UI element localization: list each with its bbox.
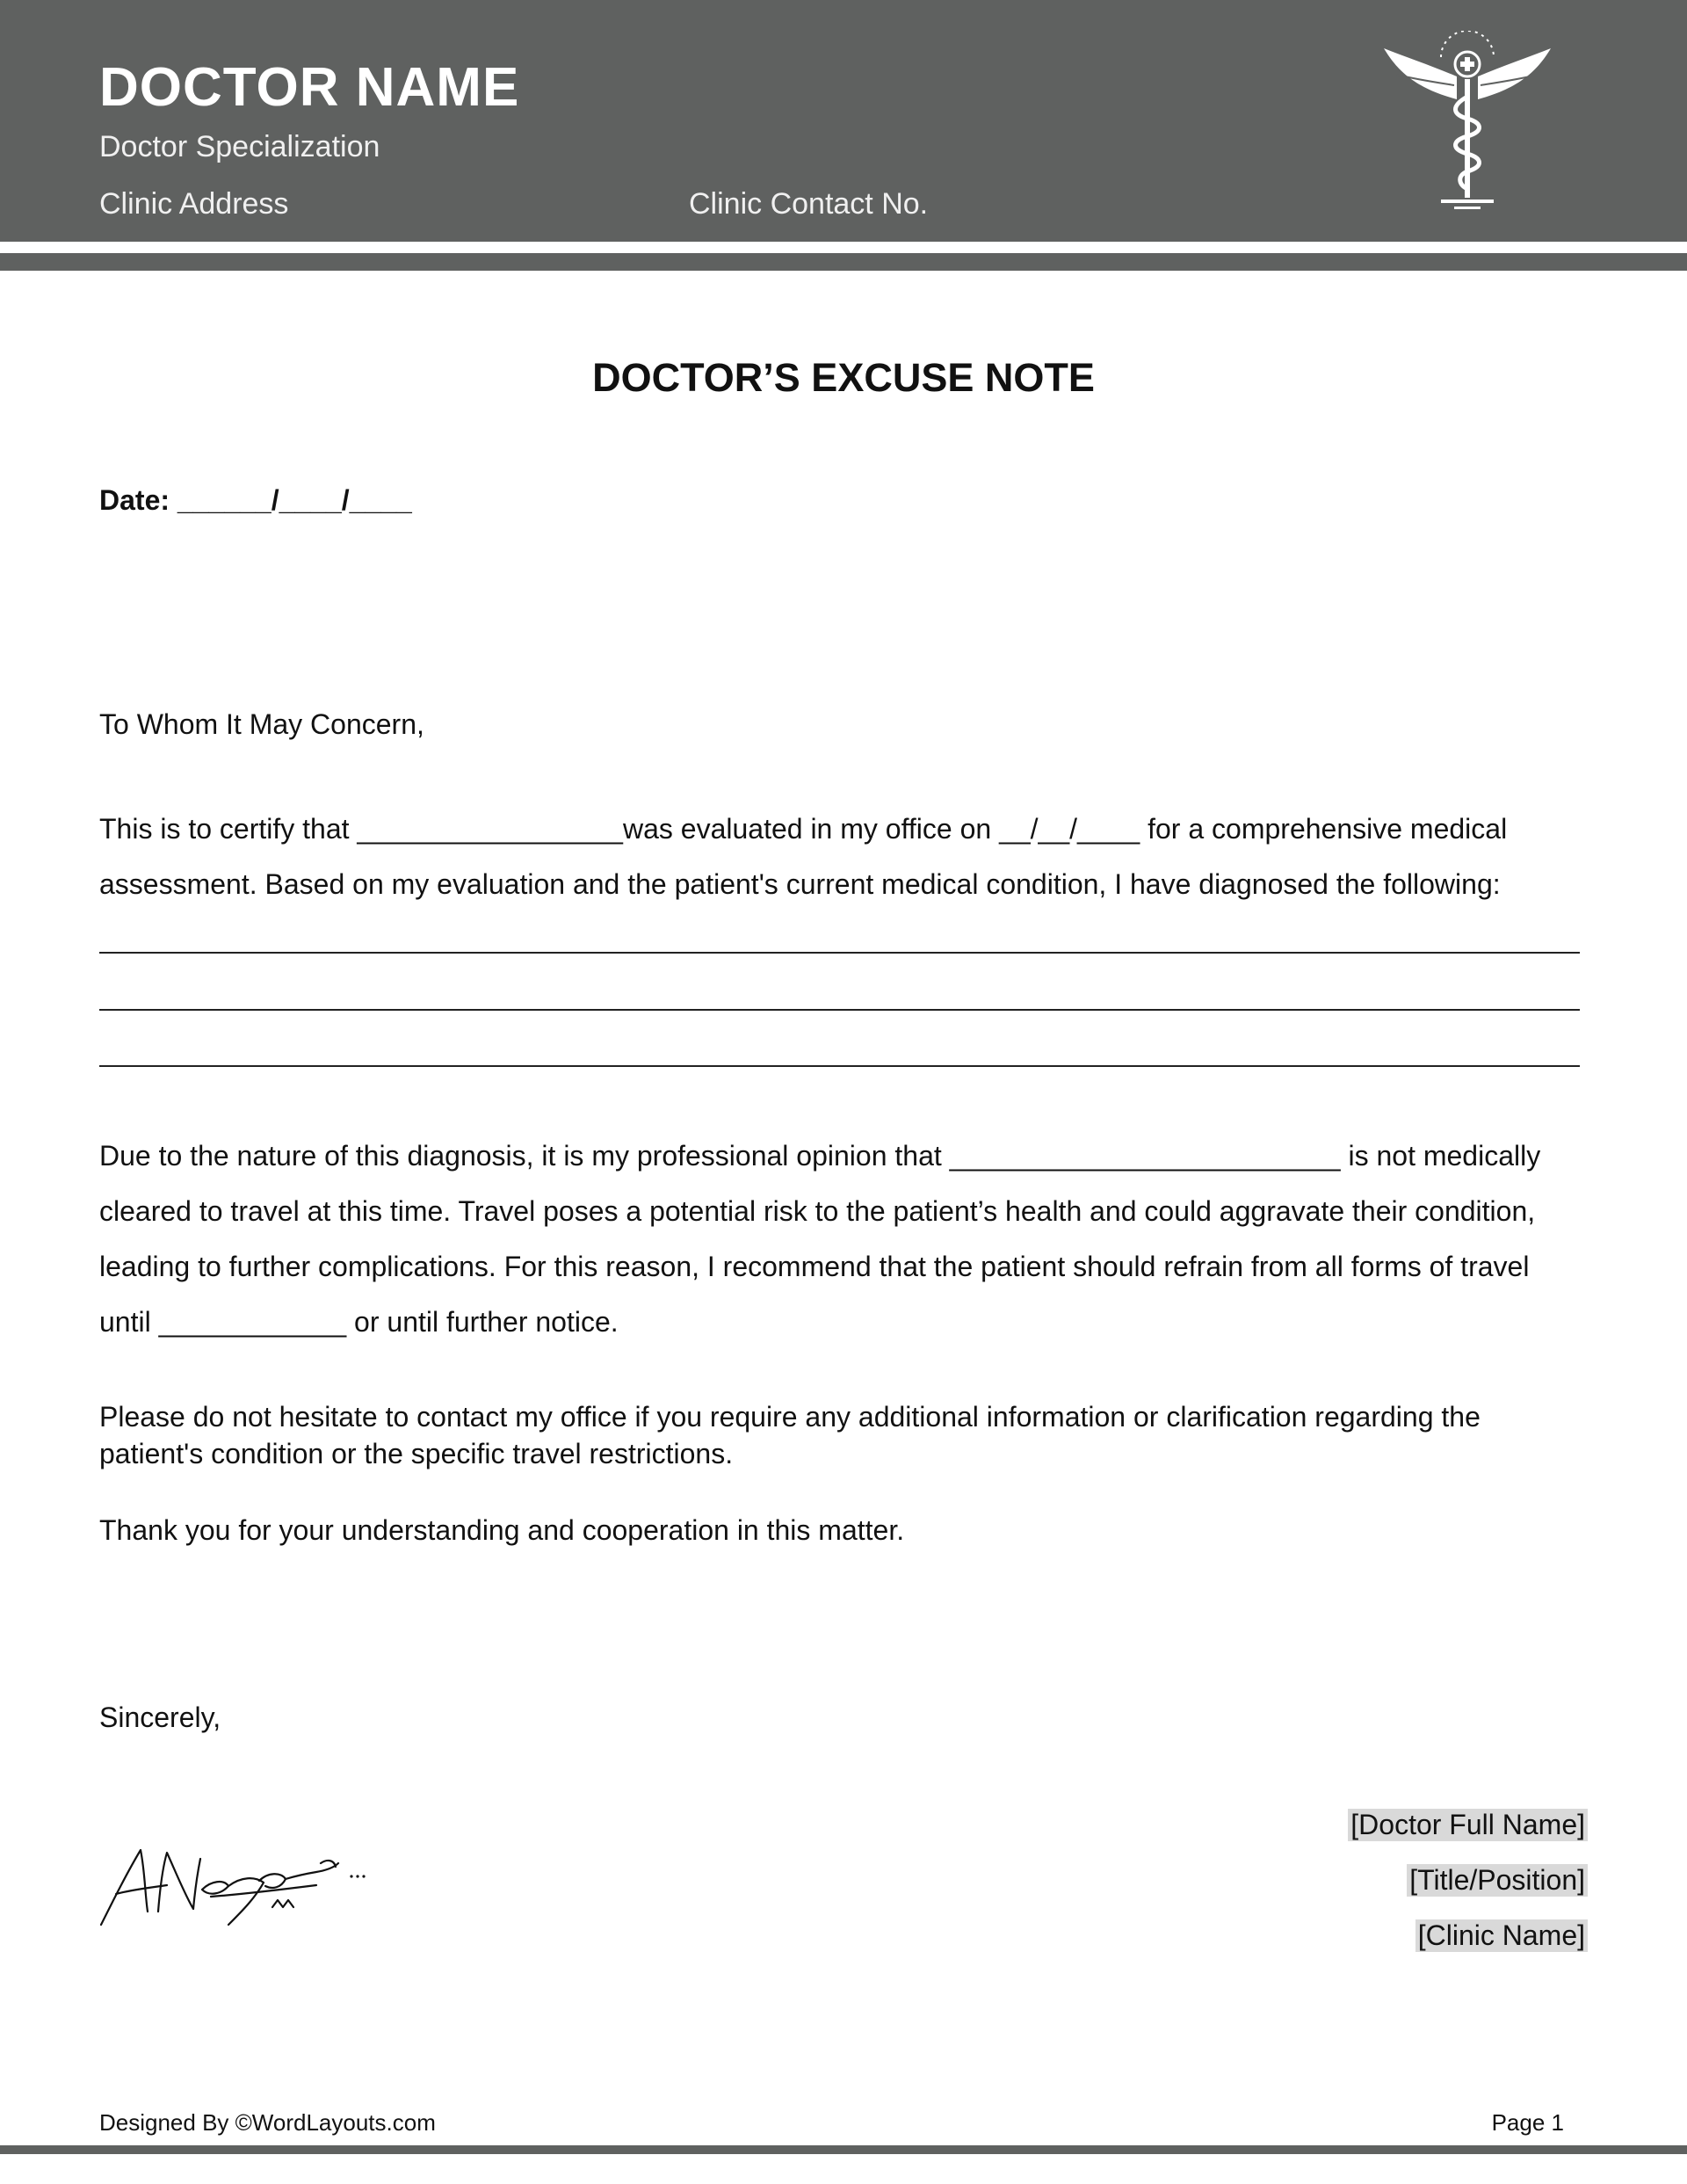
clinic-name-placeholder[interactable]: [Clinic Name] [1415, 1919, 1588, 1952]
paragraph-3-line-2: patient's condition or the specific travel restrictions. [99, 1438, 734, 1469]
paragraph-2-line-2: cleared to travel at this time. Travel poses a potential risk to the patient’s health and could aggravate their condition, [99, 1195, 1536, 1227]
date-label: Date: [99, 484, 170, 516]
paragraph-2-line-3: leading to further complications. For this reason, I recommend that the patient should refrain from all forms of travel [99, 1251, 1530, 1282]
paragraph-1-line-2: assessment. Based on my evaluation and the patient's current medical condition, I have diagnosed the following: [99, 868, 1501, 900]
paragraph-4: Thank you for your understanding and cooperation in this matter. [99, 1514, 905, 1546]
doctor-specialization: Doctor Specialization [99, 130, 380, 163]
doctor-full-name-placeholder[interactable]: [Doctor Full Name] [1348, 1809, 1588, 1841]
page-number: Page 1 [1491, 2109, 1564, 2136]
salutation: To Whom It May Concern, [99, 708, 424, 740]
date-blank[interactable]: ______/____/____ [170, 484, 412, 516]
paragraph-2-line-4: until ____________ or until further notice. [99, 1306, 619, 1338]
date-line [99, 484, 412, 517]
paragraph-2-line-1: Due to the nature of this diagnosis, it is my professional opinion that _________________________ is not medically [99, 1140, 1541, 1172]
caduceus-icon [1379, 31, 1555, 224]
diagnosis-line-1[interactable] [99, 952, 1580, 954]
clinic-contact: Clinic Contact No. [689, 187, 929, 221]
paragraph-1-line-1: This is to certify that _________________was evaluated in my office on __/__/____ for a comprehensive medical [99, 813, 1508, 845]
document-title: DOCTOR’S EXCUSE NOTE [592, 355, 1095, 400]
paragraph-3-line-1: Please do not hesitate to contact my office if you require any additional information or clarification regarding the [99, 1401, 1481, 1433]
diagnosis-line-2[interactable] [99, 1009, 1580, 1011]
footer-bar [0, 2145, 1687, 2154]
clinic-address: Clinic Address [99, 187, 289, 221]
doctor-name: DOCTOR NAME [99, 57, 520, 118]
signature-image [97, 1828, 387, 1934]
header-stripe [0, 253, 1687, 271]
title-position-placeholder[interactable]: [Title/Position] [1407, 1864, 1588, 1897]
closing: Sincerely, [99, 1701, 221, 1733]
diagnosis-line-3[interactable] [99, 1065, 1580, 1067]
footer-credit: Designed By ©WordLayouts.com [99, 2109, 436, 2136]
